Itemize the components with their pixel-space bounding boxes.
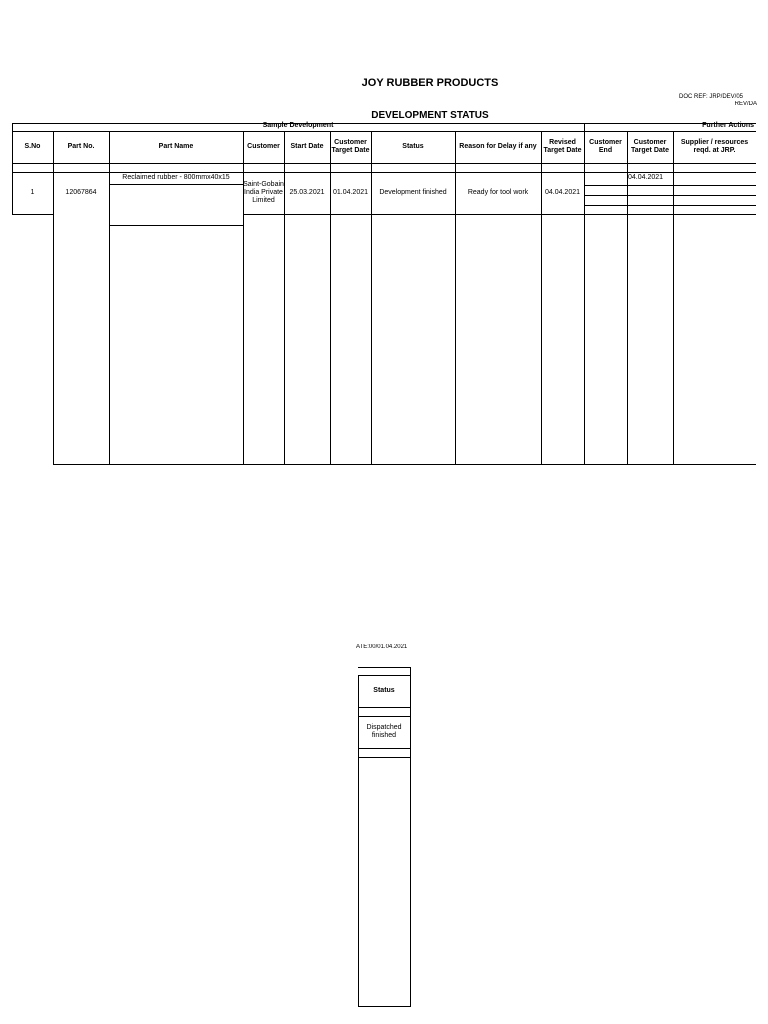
rev-date-label: REV/DA [734, 101, 757, 107]
overflow-status-value: Dispatched finished [366, 724, 402, 739]
group-sample-development: Sample Development [262, 121, 334, 129]
col-header-sno: S.No [24, 143, 41, 150]
overflow-status-header: Status [373, 687, 395, 694]
cell-reason-delay: Ready for tool work [467, 189, 529, 196]
col-header-part-name: Part Name [158, 143, 194, 150]
cell-status: Development finished [379, 189, 447, 196]
doc-ref: DOC REF: JRP/DEV/05 [678, 94, 743, 100]
col-header-customer: Customer [247, 143, 280, 150]
cell-customer: Saint-Gobain India Private Limited [243, 181, 284, 204]
col-header-customer-target-date: Customer Target Date [331, 139, 370, 154]
page-title: DEVELOPMENT STATUS [371, 110, 489, 121]
company-name: JOY RUBBER PRODUCTS [361, 77, 499, 89]
cell-fa-customer-target-date: 04.04.2021 [628, 174, 664, 181]
col-header-part-no: Part No. [67, 143, 95, 150]
cell-start-date: 25.03.2021 [289, 189, 325, 196]
cell-sno: 1 [30, 189, 35, 196]
cell-part-no: 12067864 [65, 189, 97, 196]
col-header-reason-delay: Reason for Delay if any [459, 143, 537, 150]
col-header-fa-customer-target-date: Customer Target Date [631, 139, 669, 154]
col-header-status: Status [402, 143, 424, 150]
col-header-supplier-resources: Supplier / resources reqd. at JRP. [680, 139, 749, 154]
col-header-customer-end: Customer End [589, 139, 622, 154]
group-further-actions: Further Actions [702, 121, 754, 129]
col-header-start-date: Start Date [290, 143, 324, 150]
cell-part-name: Reclaimed rubber - 800mmx40x15 [122, 174, 230, 181]
rev-date-continuation: ATE:00/01.04.2021 [356, 644, 408, 650]
col-header-revised-target-date: Revised Target Date [543, 139, 582, 154]
cell-customer-target-date: 01.04.2021 [332, 189, 369, 196]
cell-revised-target-date: 04.04.2021 [544, 189, 581, 196]
